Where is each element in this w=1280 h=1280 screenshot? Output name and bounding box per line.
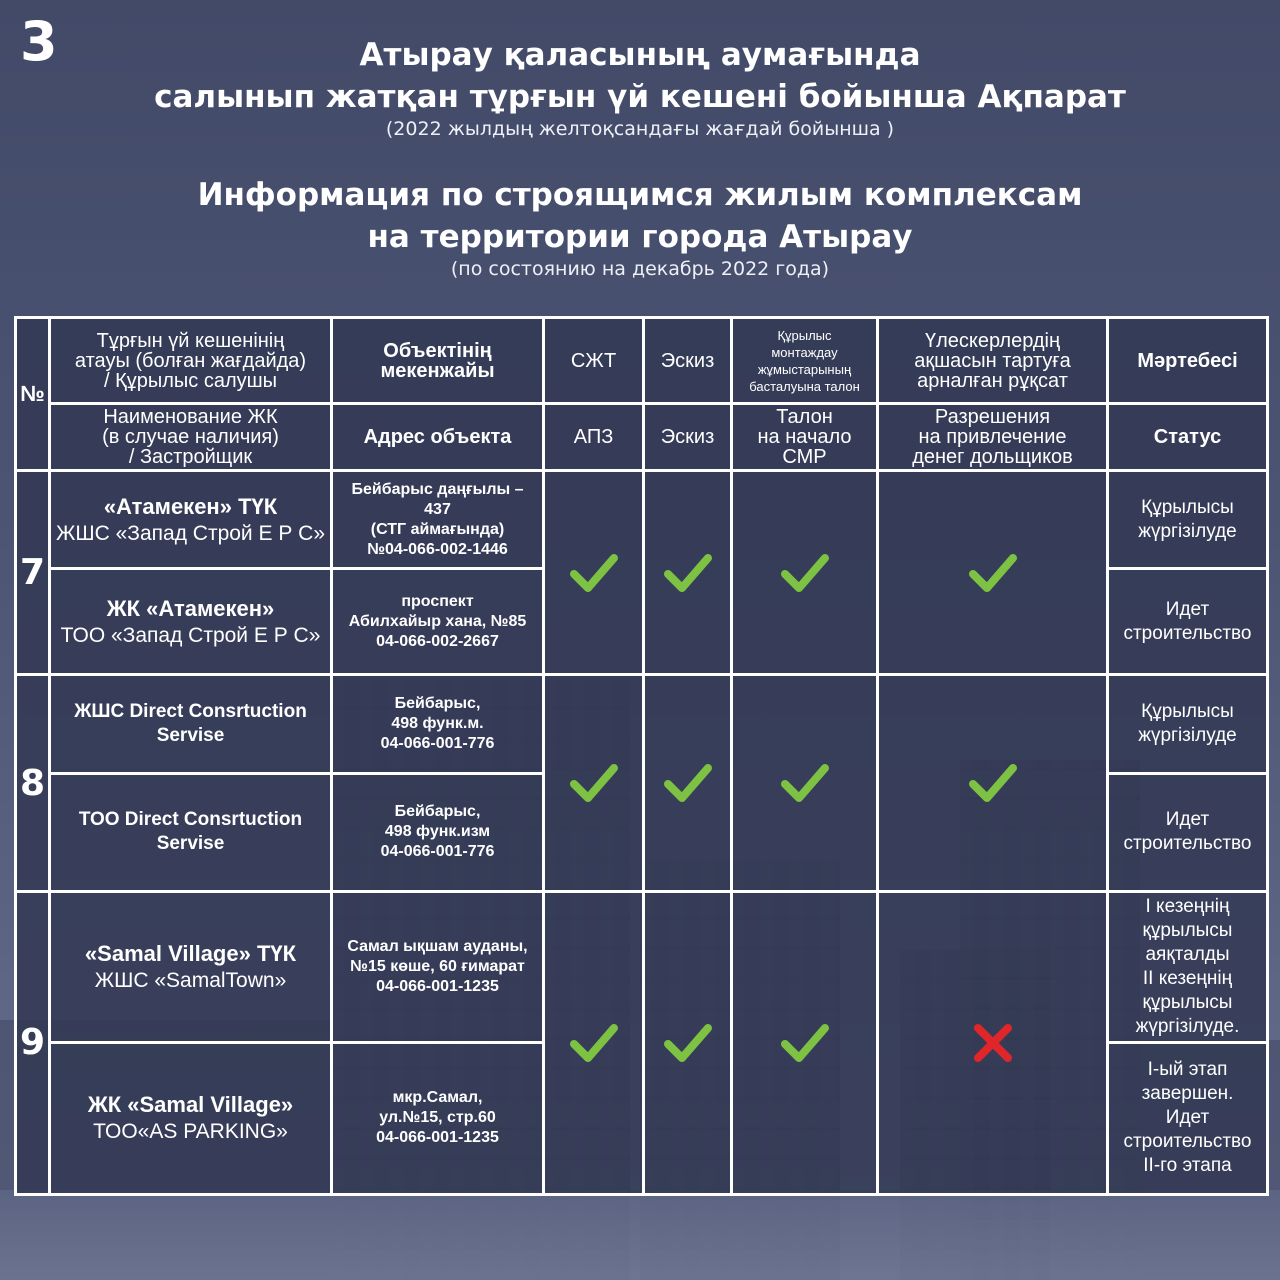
title-kz xyxy=(0,34,1280,140)
check-icon xyxy=(968,762,1018,804)
mark-cell xyxy=(878,471,1108,675)
header-permit-ru: Разрешения на привлечение денег дольщиков xyxy=(878,404,1108,471)
header-address-kz: Объектінің мекенжайы xyxy=(332,318,544,404)
title-kz-line1: Атырау қаласының аумағында xyxy=(359,37,921,73)
title-ru-note: (по состоянию на декабрь 2022 года) xyxy=(450,258,830,280)
status-ru: Идет строительство xyxy=(1108,773,1268,891)
address-kz: Бейбарыс, 498 функ.м. 04-066-001-776 xyxy=(332,675,544,773)
complex-name-ru: ЖК «Атамекен» ТОО «Запад Строй Е Р С» xyxy=(50,569,332,675)
check-icon xyxy=(569,1022,619,1064)
check-icon xyxy=(968,552,1018,594)
row-number: 7 xyxy=(16,471,50,675)
header-permit-kz: Үлескерлердің ақшасын тартуға арналған рұқсат xyxy=(878,318,1108,404)
row-number: 8 xyxy=(16,675,50,891)
mark-cell xyxy=(644,471,732,675)
status-ru: І-ый этап завершен. Идет строительство ІІ-го этапа xyxy=(1108,1042,1268,1194)
status-kz: І кезеңнің құрылысы аяқталды ІІ кезеңнің құрылысы жүргізілуде. xyxy=(1108,891,1268,1042)
status-kz: Құрылысы жүргізілуде xyxy=(1108,471,1268,569)
header-name-ru: Наименование ЖК (в случае наличия) / Застройщик xyxy=(50,404,332,471)
complex-table xyxy=(14,316,1269,1196)
cross-icon xyxy=(968,1022,1018,1064)
check-icon xyxy=(663,552,713,594)
complex-name-kz: «Samal Village» ТҮК ЖШС «SamalTown» xyxy=(50,891,332,1042)
mark-cell xyxy=(732,891,878,1194)
check-icon xyxy=(663,762,713,804)
mark-cell xyxy=(544,891,644,1194)
mark-cell xyxy=(544,471,644,675)
table-row xyxy=(16,471,1268,569)
header-szht: СЖТ xyxy=(544,318,644,404)
status-ru: Идет строительство xyxy=(1108,569,1268,675)
title-ru-line1: Информация по строящимся жилым комплексам xyxy=(197,177,1083,213)
mark-cell xyxy=(732,471,878,675)
header-status-kz: Мәртебесі xyxy=(1108,318,1268,404)
address-ru: проспект Абилхайыр хана, №85 04-066-002-2667 xyxy=(332,569,544,675)
header-name-kz: Тұрғын үй кешенінің атауы (болған жағдайда) / Құрылыс салушы xyxy=(50,318,332,404)
header-number: № xyxy=(16,318,50,471)
address-ru: Бейбарыс, 498 функ.изм 04-066-001-776 xyxy=(332,773,544,891)
header-apz: АПЗ xyxy=(544,404,644,471)
mark-cell xyxy=(644,891,732,1194)
complex-name-kz: «Атамекен» ТҮК ЖШС «Запад Строй Е Р С» xyxy=(50,471,332,569)
title-kz-note: (2022 жылдың желтоқсандағы жағдай бойынша ) xyxy=(385,118,895,140)
page-badge: 3 xyxy=(20,10,58,73)
row-number: 9 xyxy=(16,891,50,1194)
mark-cell xyxy=(878,891,1108,1194)
header-address-ru: Адрес объекта xyxy=(332,404,544,471)
table-row xyxy=(16,675,1268,773)
mark-cell xyxy=(732,675,878,891)
header-row-ru xyxy=(16,404,1268,471)
complex-name-ru: ЖК «Samal Village» ТОО«AS PARKING» xyxy=(50,1042,332,1194)
table-row xyxy=(16,891,1268,1042)
complex-name-ru: ТОО Direct Consrtuction Servise xyxy=(50,773,332,891)
check-icon xyxy=(780,552,830,594)
header-sketch-kz: Эскиз xyxy=(644,318,732,404)
header-status-ru: Статус xyxy=(1108,404,1268,471)
title-ru xyxy=(0,174,1280,280)
header-talon-kz: Құрылыс монтаждау жұмыстарының басталуына талон xyxy=(732,318,878,404)
header-row-kz xyxy=(16,318,1268,404)
complex-name-kz: ЖШС Direct Consrtuction Servise xyxy=(50,675,332,773)
address-ru: мкр.Самал, ул.№15, стр.60 04-066-001-1235 xyxy=(332,1042,544,1194)
status-kz: Құрылысы жүргізілуде xyxy=(1108,675,1268,773)
title-kz-line2: салынып жатқан тұрғын үй кешені бойынша Ақпарат xyxy=(154,79,1126,115)
check-icon xyxy=(780,1022,830,1064)
title-ru-line2: на территории города Атырау xyxy=(367,219,913,255)
address-kz: Самал ықшам ауданы, №15 көше, 60 ғимарат 04-066-001-1235 xyxy=(332,891,544,1042)
mark-cell xyxy=(878,675,1108,891)
check-icon xyxy=(663,1022,713,1064)
mark-cell xyxy=(544,675,644,891)
check-icon xyxy=(780,762,830,804)
mark-cell xyxy=(644,675,732,891)
header-talon-ru: Талон на начало СМР xyxy=(732,404,878,471)
table-body xyxy=(16,471,1268,1195)
check-icon xyxy=(569,762,619,804)
header-sketch-ru: Эскиз xyxy=(644,404,732,471)
check-icon xyxy=(569,552,619,594)
address-kz: Бейбарыс даңғылы – 437 (СТГ аймағында) №04-066-002-1446 xyxy=(332,471,544,569)
